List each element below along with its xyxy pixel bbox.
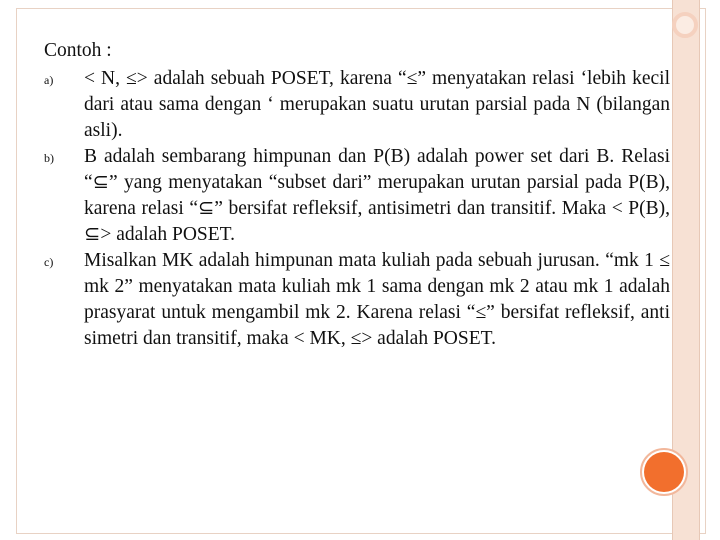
list-marker: b) [44,151,54,165]
slide-content [44,38,670,352]
list-marker: c) [44,255,54,269]
list-item-c [44,248,670,352]
list-item-text: < N, ≤> adalah sebuah POSET, karena “≤” menyatakan relasi ‘lebih kecil dari atau sama dengan ‘ merupakan suatu urutan parsial pada N (bilangan asli). [84,68,670,141]
list-marker: a) [44,73,54,87]
list-item-a [44,66,670,144]
decorative-top-circle [672,12,698,38]
list-item-b [44,144,670,248]
slide-heading: Contoh : [44,40,112,61]
decorative-bottom-circle [644,452,684,492]
list-item-text: Misalkan MK adalah himpunan mata kuliah pada sebuah jurusan. “mk 1 ≤ mk 2” menyatakan mata kuliah mk 1 sama dengan mk 2 atau mk 1 adalah prasyarat untuk mengambil mk 2. Karena relasi “≤” bersifat refleksif, anti simetri dan transitif, maka < MK, ≤> adalah POSET. [84,250,670,349]
list-item-text: B adalah sembarang himpunan dan P(B) adalah power set dari B. Relasi “⊆” yang menyatakan “subset dari” merupakan urutan parsial pada P(B), karena relasi “⊆” bersifat refleksif, antisimetri dan transitif. Maka < P(B), ⊆> adalah POSET. [84,146,670,245]
